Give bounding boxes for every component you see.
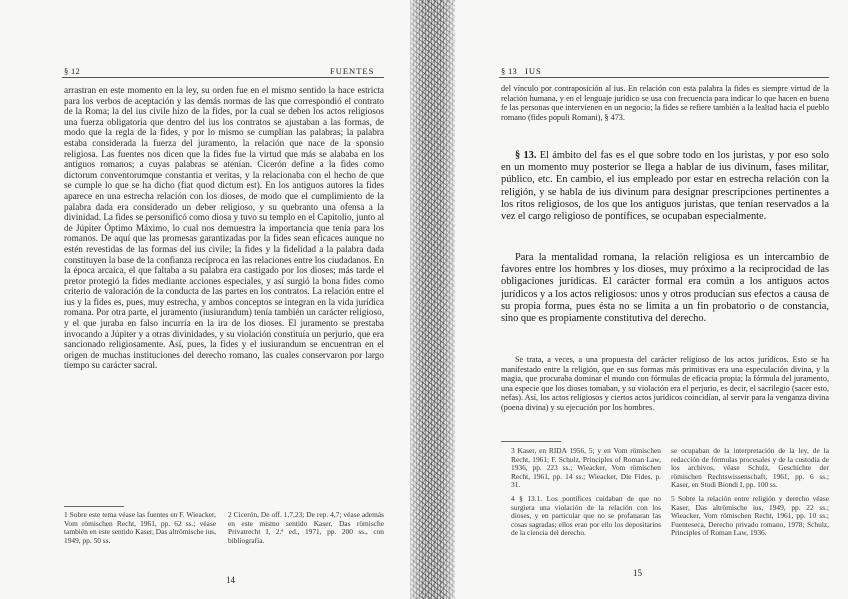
section-13-text: El ámbito del fas es el que sobre todo en los juristas, y por eso solo en un momento muy posterior se llega a hablar de ius divinum, fases militar, público, etc. En cambio, el ius empleado por estar en estrecha relación con la religión, y se habla de ius divinum para designar prescripciones pertinentes a los ritos religiosos, de los que los antiguos juristas, que tenían reservados a la vez el cargo religioso de pontífices, se ocupaban especialmente. — [501, 150, 829, 223]
section-number: § 13. — [515, 150, 537, 161]
right-header-section: § 13 — [501, 66, 518, 76]
left-body-text: arrastran en este momento en la ley, su orden fue en el mismo sentido la hace estricta para los verbos de aceptación y las demás normas de las que correspondió el contrato de la Roma; la del ius civile hizo de la fides, por la cual se deben los actos religiosos una fuerza obligatoria que dentro del ius los contratos se ajustaban a las formas, de modo que la regla de la fides, y por lo mismo se cumplían las palabras; la palabra estaba considerada la fuerza del juramento, la relación que nace de la sponsio religiosa. Las fuentes nos dicen que la fides fue la virtud que más se alababa en los antiguos romanos; a cuyas palabras se atenían. Cicerón define a la fides como dictorum conventorumque constantia et veritas, y la relacionaba con el hecho de que se cumple lo que se ha dicho (fiat quod dictum est). En los antiguos autores la fides aparece en una estrecha relación con los dioses, de modo que el cumplimiento de la palabra dada era considerado un deber religioso, y su quebranto una ofensa a la divinidad. La fides se personificó como diosa y tuvo su templo en el Capitolio, junto al de Júpiter Óptimo Máximo, lo cual nos demuestra la importancia que tenía para los romanos. De aquí que las promesas garantizadas por la fides sean eficaces aunque no estén revestidas de las formas del ius civile; la fides y la fidelidad a la palabra dada constituyen la base de la confianza recíproca en las relaciones entre los ciudadanos. En la época arcaica, el que faltaba a su palabra era castigado por los dioses; más tarde el pretor protegió la fides mediante acciones especiales, y así surgió la bona fides como criterio de valoración de la conducta de las partes en los contratos. La relación entre el ius y la fides es, pues, muy estrecha, y ambos conceptos se integran en la vida jurídica romana. Por otra parte, el juramento (iusiurandum) tenía también un carácter religioso, y el que juraba en falso incurría en la ira de los dioses. El juramento se prestaba invocando a Júpiter y a otras divinidades, y su violación constituía un perjurio, que era sancionado religiosamente. Así, pues, la fides y el iusiurandum se encuentran en el origen de muchas instituciones del derecho romano, las cuales conservaron por largo tiempo su carácter sacral. — [64, 85, 384, 371]
right-page — [455, 0, 848, 599]
section-13-paragraph — [501, 150, 829, 250]
right-paragraph-two: Para la mentalidad romana, la relación religiosa es un intercambio de favores entre los hombres y los dioses, muy próximo a la reciprocidad de las obligaciones jurídicas. El carácter formal era común a los antiguos actos jurídicos y a los actos religiosos: unos y otros producían sus efectos a causa de su propia forma, pues ésta no se limita a un fin probatorio o de constancia, sino que es propiamente constitutiva del derecho. — [501, 252, 829, 325]
left-page — [0, 0, 410, 599]
right-footnote-rule — [501, 441, 561, 442]
left-footnote-rule — [64, 506, 124, 507]
right-header-title: IUS — [525, 66, 542, 76]
left-header-title: FUENTES — [330, 66, 375, 76]
right-page-number: 15 — [633, 568, 642, 578]
right-footnote-col2-1: se ocupaban de la interpretación de la ley, de la redacción de fórmulas procesales y de la custodia de los archivos, véase Schulz, Geschichte der römischen Rechtswissenschaft, 1961, pp. 6 ss.; Kaser, en Studi Biondi I, pp. 100 ss. — [671, 447, 829, 490]
right-header-rule — [499, 77, 829, 78]
left-footnote-1: 1 Sobre este tema véase las fuentes en F. Wieacker, Vom römischen Recht, 1961, pp. 62 ss.; véase también en este sentido Kaser, Das altrömische ius, 1949, pp. 50 ss. — [64, 511, 216, 545]
left-header-section: § 12 — [64, 66, 81, 76]
right-paragraph-three: Se trata, a veces, a una propuesta del carácter religioso de los actos jurídicos. Esto se ha manifestado entre la religión, que en sus formas más primitivas era una especulación divina, y la magia, que procuraba dominar el mundo con fórmulas de eficacia propia; la fórmula del juramento, una especie que los dioses tomaban, y su violación era el perjurio, es decir, el sacrilegio (sacer esto, nefas). Así, los actos religiosos y ciertos actos jurídicos coincidían, al servir para la venganza divina (poena divina) y su ejecución por los hombres. — [501, 355, 829, 412]
left-page-number: 14 — [226, 575, 235, 585]
right-footnote-col1-2: 4 § 13.1. Los pontífices cuidaban de que no surgiera una violación de la relación con los dioses, y en particular que no se profanaran las cosas sagradas; ellos eran por ello los depositarios de la ciencia del derecho. — [511, 495, 661, 538]
right-intro-text: del vínculo por contraposición al ius. En relación con esta palabra la fides es siempre virtud de la relación humana, y en el lenguaje jurídico se usa con frecuencia para indicar lo que hacen en buena fe las personas que intervienen en un negocio; la fides se refiere también a la lealtad hacia el pueblo romano (fides populi Romani), § 473. — [501, 84, 829, 122]
left-footnote-2: 2 Cicerón, De off. 1,7,23; De rep. 4,7; véase además en este mismo sentido Kaser, Das römische Privatrecht I, 2.ª ed., 1971, pp. 200 ss., con bibliografía. — [228, 511, 384, 545]
book-gutter — [410, 0, 455, 599]
right-footnote-col2-2: 5 Sobre la relación entre religión y derecho véase Kaser, Das altrömische ius, 1949, pp. 22 ss.; Wieacker, Vom römischen Recht, 1961, pp. 10 ss.; Fuenteseca, Derecho privado romano, 1978; Schulz, Principles of Roman Law, 1936. — [671, 495, 829, 538]
left-header-rule — [62, 77, 384, 78]
right-footnote-col1-1: 3 Kaser, en RIDA 1956, 5; y en Vom römischen Recht, 1961; F. Schulz, Principles of Roman Law, 1936, pp. 223 ss.; Wieacker, Vom römischen Recht, 1961, pp. 14 ss.; Wieacker, Die Fides, p. 31. — [511, 447, 661, 490]
